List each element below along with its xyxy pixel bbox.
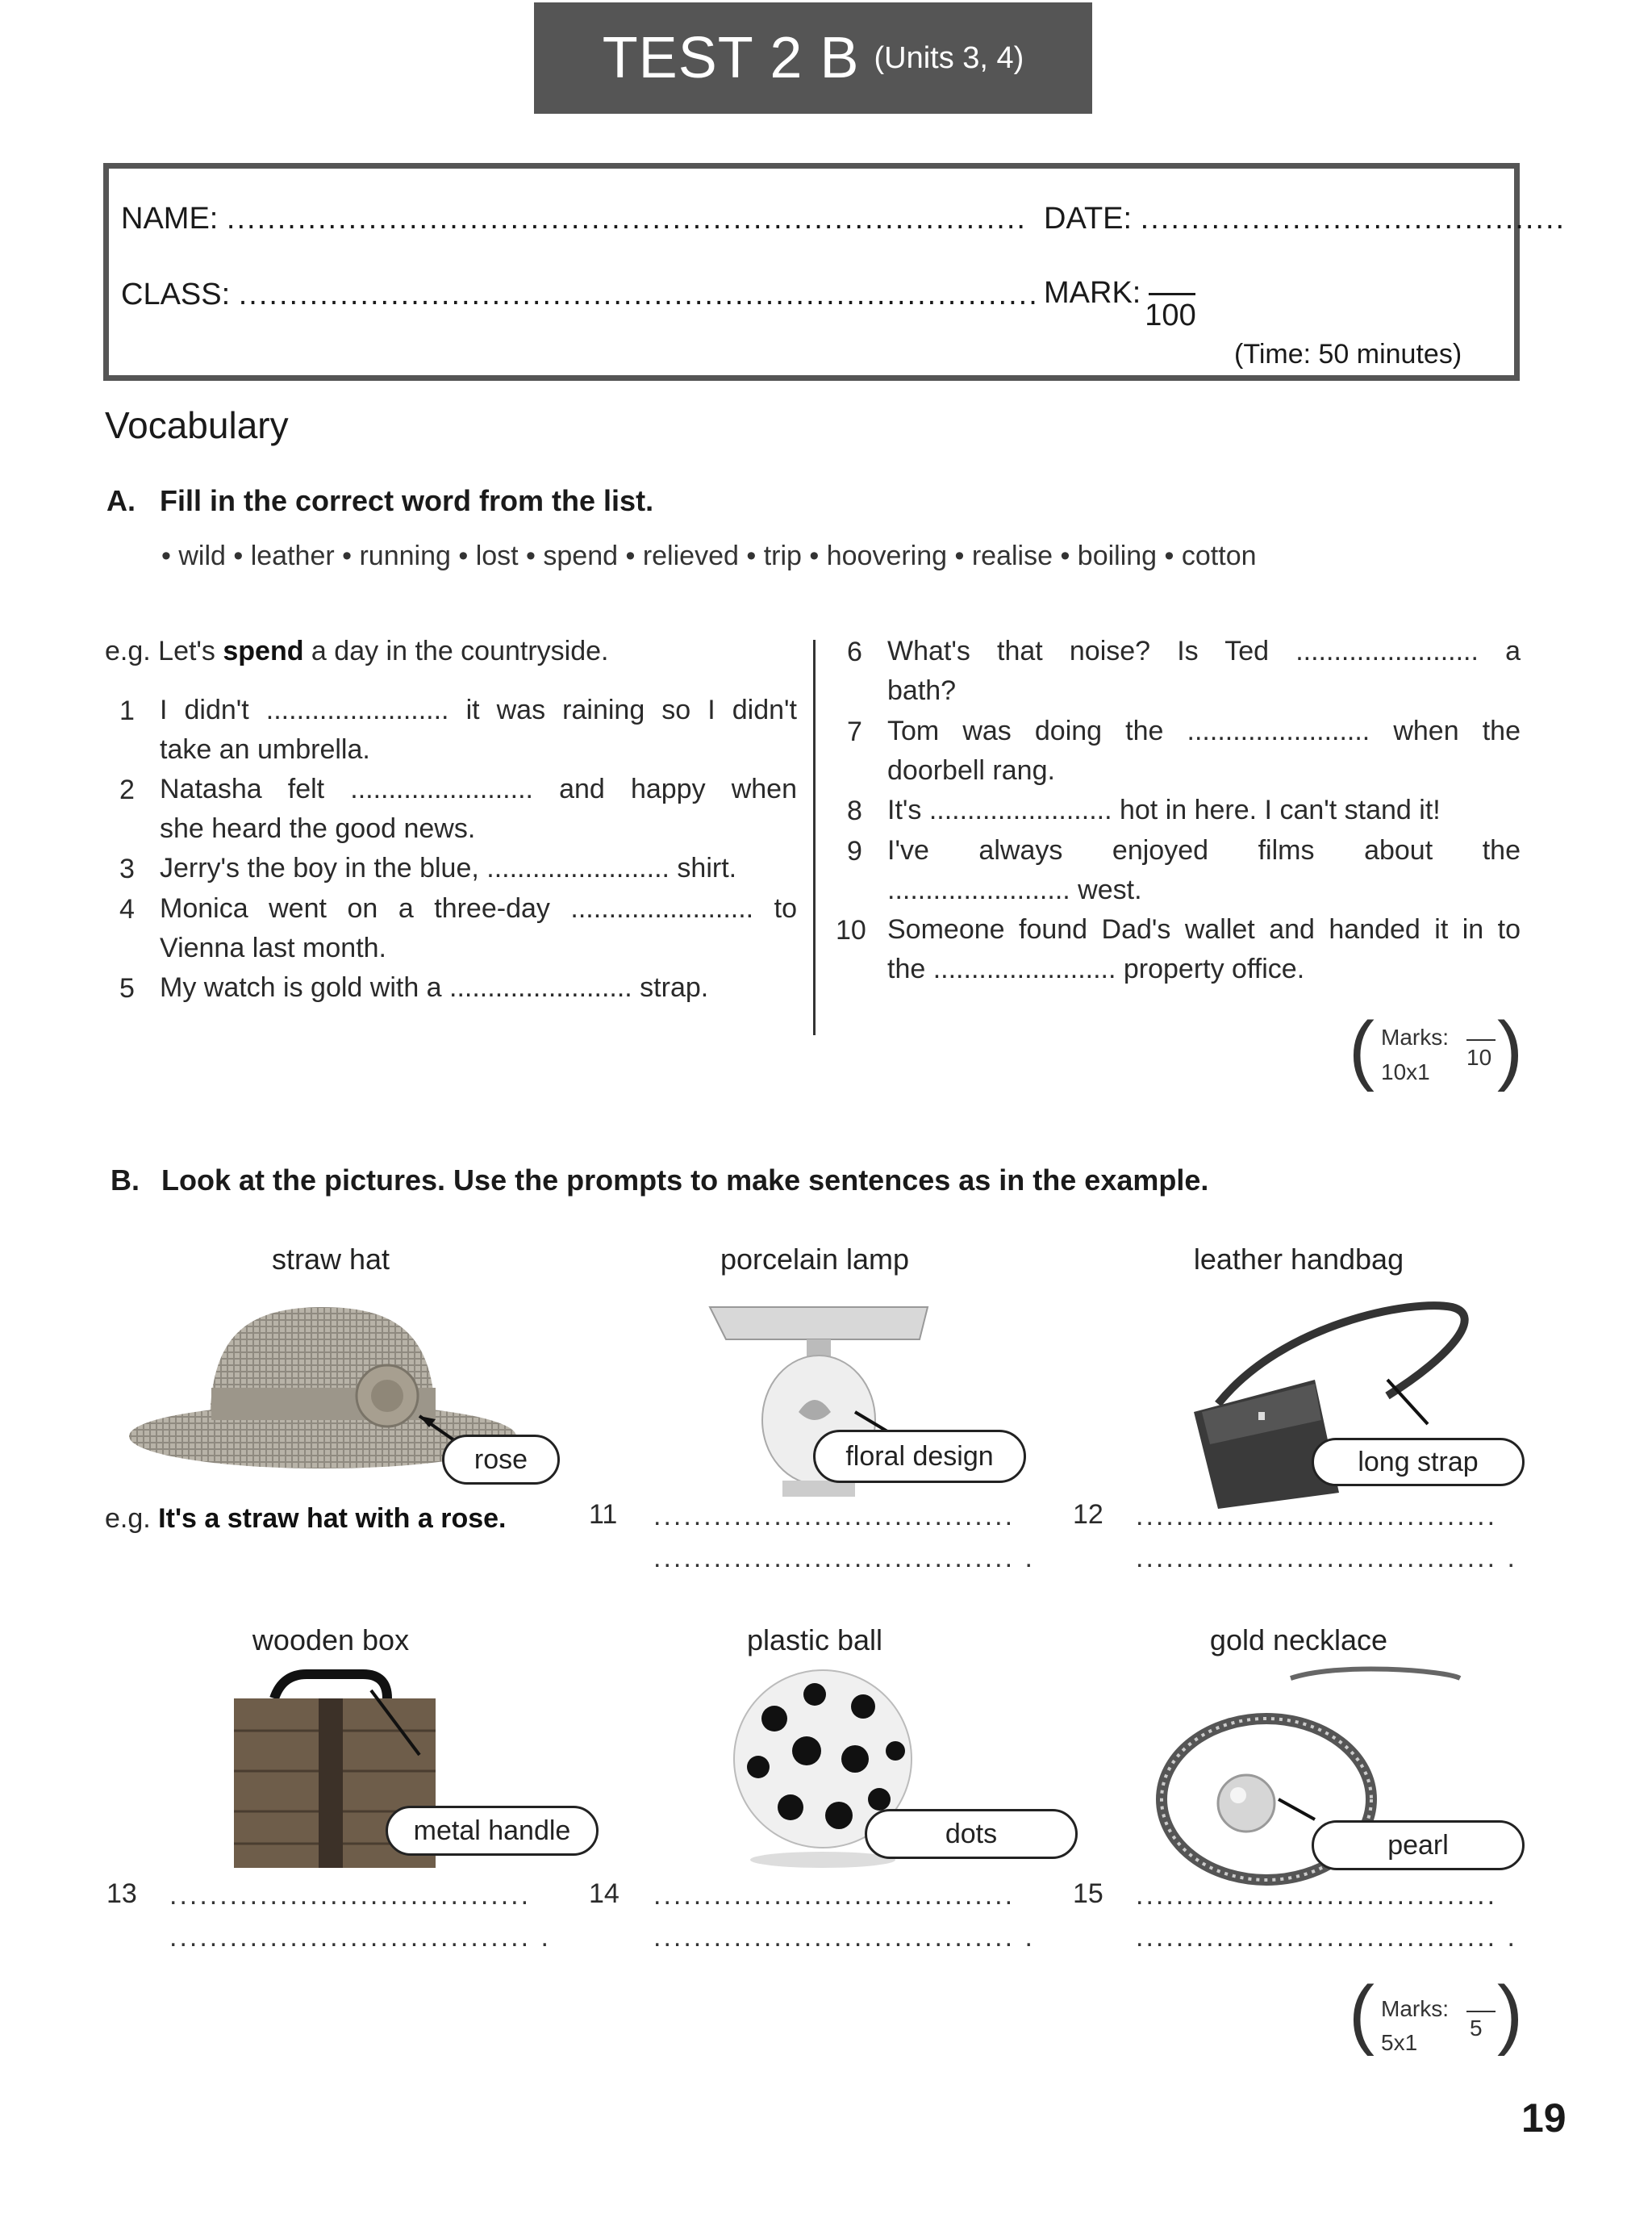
time-note: (Time: 50 minutes) bbox=[1234, 339, 1462, 370]
label-straw-hat: straw hat bbox=[271, 1243, 390, 1276]
callout-rose: rose bbox=[442, 1435, 560, 1485]
label-leather-handbag: leather handbag bbox=[1193, 1243, 1404, 1276]
answer-13-line-2[interactable]: .................................... . bbox=[169, 1922, 551, 1953]
question-number: 1 bbox=[119, 696, 135, 726]
question-line: Monica went on a three-day ........................ to bbox=[160, 893, 797, 924]
marks-a-right-paren: ) bbox=[1497, 1006, 1523, 1092]
item-number-12: 12 bbox=[1073, 1499, 1103, 1530]
question-9 bbox=[887, 831, 1521, 910]
example-sentence-a: e.g. Let's spend a day in the countryside. bbox=[105, 636, 609, 666]
callout-metal-handle: metal handle bbox=[386, 1806, 599, 1856]
section-a-letter: A. bbox=[106, 484, 136, 517]
marks-a-multiplier: 10x1 bbox=[1381, 1059, 1430, 1084]
callout-long-strap: long strap bbox=[1312, 1438, 1525, 1486]
marks-b-fraction-line bbox=[1466, 2011, 1496, 2012]
marks-a-total: 10 bbox=[1466, 1045, 1492, 1070]
answer-12-line-1[interactable]: .................................... bbox=[1136, 1501, 1498, 1531]
question-number: 9 bbox=[847, 836, 862, 867]
question-10 bbox=[887, 910, 1521, 989]
question-line: Natasha felt ........................ and happy when bbox=[160, 774, 797, 804]
question-line: ........................ west. bbox=[887, 875, 1142, 905]
marks-b-label: Marks: bbox=[1381, 1996, 1449, 2021]
callout-floral-design: floral design bbox=[813, 1430, 1026, 1483]
mark-denominator: 100 bbox=[1145, 299, 1196, 332]
class-field[interactable]: ............................................................................... bbox=[238, 278, 1039, 311]
question-number: 3 bbox=[119, 854, 135, 884]
answer-13-line-1[interactable]: .................................... bbox=[169, 1880, 532, 1911]
question-2 bbox=[160, 770, 797, 849]
section-b-instruction: Look at the pictures. Use the prompts to make sentences as in the example. bbox=[161, 1163, 1209, 1197]
question-number: 10 bbox=[836, 915, 866, 946]
vocabulary-heading: Vocabulary bbox=[105, 404, 289, 446]
marks-a-left-paren: ( bbox=[1349, 1006, 1375, 1092]
question-8 bbox=[887, 791, 1521, 830]
question-1 bbox=[160, 691, 797, 770]
item-number-14: 14 bbox=[589, 1878, 620, 1909]
section-a-instruction: Fill in the correct word from the list. bbox=[160, 484, 654, 517]
label-plastic-ball: plastic ball bbox=[746, 1623, 883, 1656]
item-number-15: 15 bbox=[1073, 1878, 1103, 1909]
question-line: Tom was doing the ........................ when the bbox=[887, 716, 1521, 746]
date-row bbox=[1044, 202, 1566, 236]
column-divider bbox=[813, 640, 816, 1035]
question-line: What's that noise? Is Ted ........................ a bbox=[887, 636, 1521, 666]
test-units: (Units 3, 4) bbox=[874, 40, 1024, 75]
question-5 bbox=[160, 968, 797, 1008]
answer-15-line-2[interactable]: .................................... . bbox=[1136, 1922, 1517, 1953]
question-line: It's ........................ hot in here. I can't stand it! bbox=[887, 795, 1441, 825]
question-number: 4 bbox=[119, 894, 135, 925]
marks-b-left-paren: ( bbox=[1349, 1970, 1375, 2057]
question-line: bath? bbox=[887, 675, 957, 706]
marks-a-fraction-line bbox=[1466, 1039, 1496, 1041]
item-number-13: 13 bbox=[106, 1878, 137, 1909]
mark-label: MARK: bbox=[1044, 276, 1141, 310]
answer-14-line-2[interactable]: .................................... . bbox=[653, 1922, 1035, 1953]
class-label: CLASS: bbox=[121, 278, 231, 311]
name-row bbox=[121, 202, 1027, 236]
question-line: the ........................ property office. bbox=[887, 954, 1305, 984]
example-word: spend bbox=[223, 636, 304, 666]
name-field[interactable]: ............................................................................... bbox=[226, 202, 1027, 236]
word-list: • wild • leather • running • lost • spend • relieved • trip • hoovering • realise • boiling • cotton bbox=[161, 541, 1257, 571]
question-line: My watch is gold with a ........................ strap. bbox=[160, 972, 709, 1003]
question-line: Jerry's the boy in the blue, ........................ shirt. bbox=[160, 853, 737, 884]
question-line: Someone found Dad's wallet and handed it in to bbox=[887, 914, 1521, 945]
class-row bbox=[121, 278, 1039, 312]
name-label: NAME: bbox=[121, 202, 219, 236]
marks-b-multiplier: 5x1 bbox=[1381, 2030, 1418, 2055]
question-line: I've always enjoyed films about the bbox=[887, 835, 1521, 866]
marks-b-total: 5 bbox=[1470, 2016, 1483, 2041]
answer-12-line-2[interactable]: .................................... . bbox=[1136, 1543, 1517, 1573]
label-wooden-box: wooden box bbox=[252, 1623, 410, 1656]
question-number: 5 bbox=[119, 973, 135, 1004]
question-line: she heard the good news. bbox=[160, 813, 476, 844]
callout-pearl: pearl bbox=[1312, 1820, 1525, 1870]
page-number: 19 bbox=[1521, 2095, 1566, 2141]
callout-dots: dots bbox=[865, 1809, 1078, 1859]
date-label: DATE: bbox=[1044, 202, 1133, 236]
label-porcelain-lamp: porcelain lamp bbox=[720, 1243, 910, 1276]
date-field[interactable]: .......................................... bbox=[1140, 202, 1566, 236]
question-line: Vienna last month. bbox=[160, 933, 386, 963]
answer-15-line-1[interactable]: .................................... bbox=[1136, 1880, 1498, 1911]
mark-fraction-line bbox=[1149, 293, 1195, 295]
question-number: 2 bbox=[119, 775, 135, 805]
marks-b-right-paren: ) bbox=[1497, 1970, 1523, 2057]
test-title: TEST 2 B bbox=[602, 26, 860, 90]
answer-11-line-2[interactable]: .................................... . bbox=[653, 1543, 1035, 1573]
question-7 bbox=[887, 712, 1521, 791]
example-sentence-b: e.g. It's a straw hat with a rose. bbox=[105, 1503, 507, 1534]
question-line: take an umbrella. bbox=[160, 734, 370, 765]
question-6 bbox=[887, 632, 1521, 711]
question-line: doorbell rang. bbox=[887, 755, 1055, 786]
question-number: 6 bbox=[847, 637, 862, 667]
example-answer: It's a straw hat with a rose. bbox=[158, 1503, 507, 1534]
marks-a-label: Marks: bbox=[1381, 1025, 1449, 1050]
question-line: I didn't ........................ it was raining so I didn't bbox=[160, 695, 797, 725]
question-number: 7 bbox=[847, 716, 862, 747]
question-number: 8 bbox=[847, 796, 862, 826]
answer-11-line-1[interactable]: .................................... bbox=[653, 1501, 1016, 1531]
item-number-11: 11 bbox=[589, 1499, 618, 1530]
label-gold-necklace: gold necklace bbox=[1209, 1623, 1388, 1656]
question-3 bbox=[160, 849, 797, 888]
question-4 bbox=[160, 889, 797, 968]
test-title-banner bbox=[534, 2, 1092, 114]
section-b-letter: B. bbox=[111, 1163, 140, 1197]
answer-14-line-1[interactable]: .................................... bbox=[653, 1880, 1016, 1911]
